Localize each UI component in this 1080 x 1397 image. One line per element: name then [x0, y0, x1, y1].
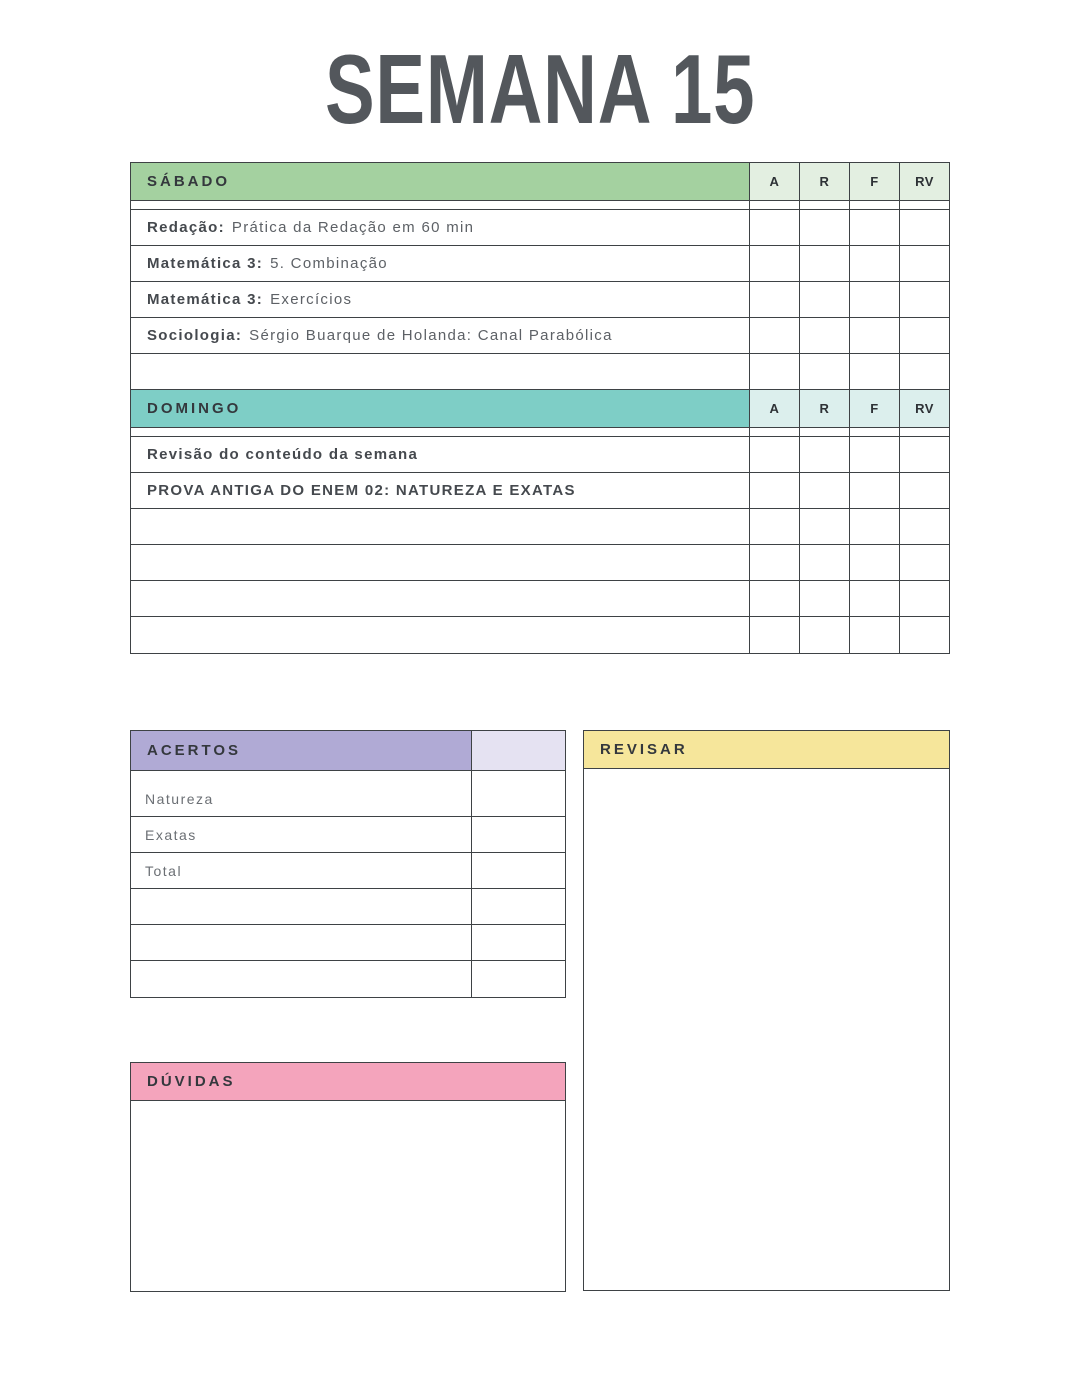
mark-cell-f — [849, 246, 899, 281]
weekly-schedule-table — [130, 162, 950, 654]
spacer-row — [131, 201, 949, 210]
column-header-f: F — [849, 163, 899, 200]
acertos-category — [131, 925, 471, 960]
mark-cell-f — [849, 617, 899, 653]
column-header-a: A — [749, 163, 799, 200]
mark-cell-rv — [899, 318, 949, 353]
mark-cell-rv — [899, 617, 949, 653]
acertos-score-cell — [471, 853, 565, 888]
mark-cell-a — [749, 354, 799, 389]
acertos-score-cell — [471, 961, 565, 997]
task-subject: Matemática 3: — [147, 291, 264, 308]
mark-cell-a — [749, 509, 799, 544]
acertos-title: ACERTOS — [131, 731, 471, 770]
mark-cell-a — [749, 282, 799, 317]
mark-cell-a — [749, 473, 799, 508]
spacer-cell — [899, 428, 949, 436]
mark-cell-a — [749, 617, 799, 653]
mark-cell-rv — [899, 437, 949, 472]
acertos-category — [131, 889, 471, 924]
mark-cell-r — [799, 437, 849, 472]
spacer-cell — [849, 428, 899, 436]
schedule-row — [131, 210, 949, 246]
duvidas-content-area — [131, 1101, 565, 1291]
task-subject: Revisão do conteúdo da semana — [147, 446, 419, 463]
task-description: Exercícios — [270, 291, 353, 308]
task-subject: Redação: — [147, 219, 225, 236]
task-cell — [131, 318, 749, 353]
schedule-row — [131, 318, 949, 354]
mark-cell-f — [849, 354, 899, 389]
mark-cell-r — [799, 210, 849, 245]
mark-cell-a — [749, 318, 799, 353]
schedule-row-empty — [131, 581, 949, 617]
acertos-category: Total — [145, 862, 183, 879]
schedule-row — [131, 437, 949, 473]
task-cell — [131, 354, 749, 389]
title-area — [0, 34, 1080, 144]
spacer-cell — [471, 771, 565, 781]
acertos-header-row — [131, 731, 565, 771]
acertos-score-cell — [471, 889, 565, 924]
spacer-cell — [899, 201, 949, 209]
column-header-r: R — [799, 390, 849, 427]
mark-cell-r — [799, 473, 849, 508]
acertos-header-value-cell — [471, 731, 565, 770]
mark-cell-a — [749, 246, 799, 281]
bottom-section — [130, 730, 950, 1292]
acertos-table — [130, 730, 566, 998]
duvidas-box — [130, 1062, 566, 1292]
acertos-score-cell — [471, 781, 565, 816]
task-cell — [131, 437, 749, 472]
mark-cell-f — [849, 545, 899, 580]
task-subject: PROVA ANTIGA DO ENEM 02: NATUREZA E EXATAS — [147, 482, 576, 499]
sunday-header-row — [131, 390, 949, 428]
bottom-left-column — [130, 730, 566, 1292]
mark-cell-rv — [899, 210, 949, 245]
column-header-a: A — [749, 390, 799, 427]
revisar-box — [583, 730, 950, 1291]
mark-cell-rv — [899, 473, 949, 508]
spacer-cell — [799, 201, 849, 209]
task-subject: Sociologia: — [147, 327, 243, 344]
schedule-row-empty — [131, 545, 949, 581]
acertos-row-empty — [131, 889, 565, 925]
mark-cell-a — [749, 437, 799, 472]
acertos-row — [131, 853, 565, 889]
acertos-row — [131, 817, 565, 853]
task-cell — [131, 246, 749, 281]
task-description: 5. Combinação — [270, 255, 388, 272]
mark-cell-f — [849, 473, 899, 508]
mark-cell-rv — [899, 246, 949, 281]
acertos-category — [131, 961, 471, 997]
mark-cell-r — [799, 581, 849, 616]
spacer-cell — [799, 428, 849, 436]
mark-cell-rv — [899, 545, 949, 580]
saturday-section-title: SÁBADO — [131, 163, 749, 200]
mark-cell-f — [849, 437, 899, 472]
schedule-row — [131, 282, 949, 318]
mark-cell-r — [799, 545, 849, 580]
spacer-cell — [131, 428, 749, 436]
acertos-row-empty — [131, 925, 565, 961]
task-cell — [131, 210, 749, 245]
task-description: Sérgio Buarque de Holanda: Canal Parabólica — [249, 327, 613, 344]
spacer-cell — [849, 201, 899, 209]
revisar-title: REVISAR — [584, 731, 949, 769]
mark-cell-rv — [899, 282, 949, 317]
mark-cell-r — [799, 354, 849, 389]
spacer-row — [131, 771, 565, 781]
task-description: Prática da Redação em 60 min — [231, 219, 475, 236]
mark-cell-f — [849, 581, 899, 616]
mark-cell-rv — [899, 509, 949, 544]
schedule-row-empty — [131, 617, 949, 653]
duvidas-title: DÚVIDAS — [131, 1063, 565, 1101]
column-header-rv: RV — [899, 163, 949, 200]
mark-cell-f — [849, 318, 899, 353]
mark-cell-f — [849, 282, 899, 317]
schedule-row — [131, 473, 949, 509]
sunday-section-title: DOMINGO — [131, 390, 749, 427]
schedule-row — [131, 246, 949, 282]
mark-cell-f — [849, 210, 899, 245]
spacer-row — [131, 428, 949, 437]
schedule-row-empty — [131, 509, 949, 545]
task-cell — [131, 282, 749, 317]
task-cell — [131, 545, 749, 580]
revisar-content-area — [584, 769, 949, 1290]
mark-cell-r — [799, 318, 849, 353]
spacer-cell — [131, 201, 749, 209]
task-cell — [131, 473, 749, 508]
mark-cell-r — [799, 617, 849, 653]
mark-cell-r — [799, 509, 849, 544]
acertos-row — [131, 781, 565, 817]
acertos-category: Exatas — [145, 826, 197, 843]
task-subject: Matemática 3: — [147, 255, 264, 272]
mark-cell-a — [749, 210, 799, 245]
mark-cell-r — [799, 246, 849, 281]
mark-cell-f — [849, 509, 899, 544]
spacer-cell — [749, 201, 799, 209]
task-cell — [131, 509, 749, 544]
acertos-score-cell — [471, 925, 565, 960]
page-title: SEMANA 15 — [324, 34, 756, 144]
spacer-cell — [749, 428, 799, 436]
column-header-r: R — [799, 163, 849, 200]
spacer-cell — [131, 771, 471, 781]
saturday-header-row — [131, 163, 949, 201]
mark-cell-rv — [899, 581, 949, 616]
task-cell — [131, 581, 749, 616]
acertos-row-empty — [131, 961, 565, 997]
column-header-rv: RV — [899, 390, 949, 427]
mark-cell-a — [749, 545, 799, 580]
acertos-score-cell — [471, 817, 565, 852]
column-header-f: F — [849, 390, 899, 427]
mark-cell-r — [799, 282, 849, 317]
schedule-row-empty — [131, 354, 949, 390]
mark-cell-rv — [899, 354, 949, 389]
mark-cell-a — [749, 581, 799, 616]
acertos-category: Natureza — [145, 790, 214, 807]
task-cell — [131, 617, 749, 653]
